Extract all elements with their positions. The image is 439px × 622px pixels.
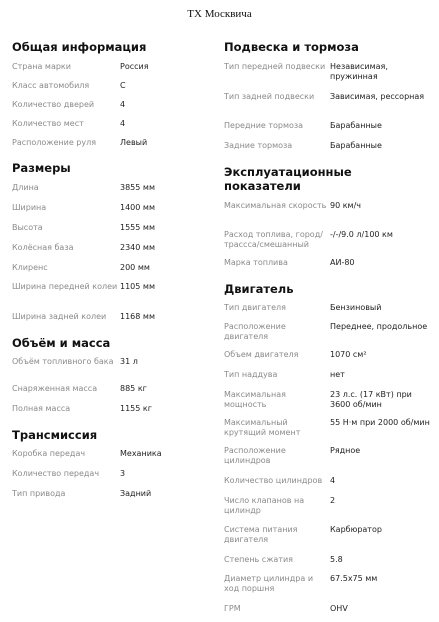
spec-value: 67.5x75 мм — [330, 574, 378, 583]
spec-label: Коробка передач — [12, 449, 86, 458]
spec-label: Расположение двигателя — [224, 322, 286, 341]
spec-row — [12, 282, 212, 312]
spec-value: нет — [330, 370, 345, 379]
spec-row — [224, 92, 430, 121]
section-general — [12, 40, 212, 157]
spec-value: Зависимая, рессорная — [330, 92, 425, 101]
spec-row — [12, 243, 212, 263]
spec-row — [224, 230, 430, 258]
spec-value: 200 мм — [120, 263, 150, 272]
spec-value: -/-/9.0 л/100 км — [330, 230, 393, 239]
spec-row — [12, 203, 212, 223]
spec-row — [12, 449, 212, 469]
spec-label: Тип передней подвески — [224, 62, 326, 71]
spec-row — [224, 62, 430, 92]
spec-value: 1400 мм — [120, 203, 155, 212]
spec-label: Количество дверей — [12, 100, 95, 109]
spec-label: Ширина задней колеи — [12, 312, 107, 321]
spec-label: Количество мест — [12, 119, 84, 128]
spec-row — [12, 357, 212, 384]
spec-label: Тип привода — [12, 489, 66, 498]
spec-row — [12, 312, 212, 331]
spec-row — [224, 141, 430, 160]
spec-value: 1070 см² — [330, 350, 367, 359]
section-engine — [224, 282, 430, 618]
spec-label: Клиренс — [12, 263, 48, 272]
spec-label: Количество цилиндров — [224, 476, 323, 485]
section-title: Эксплуатационные показатели — [224, 165, 352, 193]
spec-label: Снаряженная масса — [12, 384, 98, 393]
section-title: Подвеска и тормоза — [224, 40, 359, 54]
spec-row — [224, 121, 430, 141]
spec-value: 90 км/ч — [330, 201, 362, 210]
spec-value: Барабанные — [330, 141, 382, 150]
spec-value: 4 — [330, 476, 336, 485]
spec-row — [224, 446, 430, 476]
spec-row — [224, 201, 430, 230]
spec-row — [12, 119, 212, 138]
spec-label: Марка топлива — [224, 258, 288, 267]
spec-label: Максимальная скорость — [224, 201, 327, 210]
spec-value: 2 — [330, 496, 336, 505]
spec-label: Полная масса — [12, 404, 71, 413]
spec-value: Барабанные — [330, 121, 382, 130]
right-column — [224, 36, 430, 618]
spec-value: АИ-80 — [330, 258, 355, 267]
section-transmission — [12, 428, 212, 508]
spec-value: 4 — [120, 100, 126, 109]
spec-label: Расход топлива, город/трассса/смешанный — [224, 230, 323, 249]
spec-row — [224, 370, 430, 390]
section-title: Объём и масса — [12, 336, 111, 350]
spec-row — [12, 489, 212, 508]
spec-row — [224, 476, 430, 496]
spec-value: 55 Н·м при 2000 об/мин — [330, 418, 430, 427]
section-title: Общая информация — [12, 40, 147, 54]
spec-value: 5.8 — [330, 555, 343, 564]
spec-row — [224, 322, 430, 350]
spec-label: ГРМ — [224, 604, 241, 613]
spec-label: Максимальная мощность — [224, 390, 286, 409]
spec-value: OHV — [330, 604, 348, 613]
spec-row — [224, 604, 430, 618]
spec-value: 1155 кг — [120, 404, 152, 413]
section-dimensions — [12, 161, 212, 331]
spec-value: Бензиновый — [330, 303, 382, 312]
spec-row — [12, 263, 212, 282]
spec-row — [224, 496, 430, 525]
section-suspension-brakes — [224, 40, 430, 160]
spec-value: Рядное — [330, 446, 361, 455]
page-title: ТХ Москвича — [187, 8, 252, 20]
spec-value: 1555 мм — [120, 223, 155, 232]
spec-label: Количество передач — [12, 469, 100, 478]
spec-value: 2340 мм — [120, 243, 155, 252]
spec-row — [224, 574, 430, 604]
spec-label: Высота — [12, 223, 43, 232]
spec-row — [12, 81, 212, 100]
spec-value: Задний — [120, 489, 152, 498]
spec-value: 1105 мм — [120, 282, 155, 291]
spec-label: Расположение цилиндров — [224, 446, 286, 465]
spec-row — [12, 404, 212, 423]
spec-label: Колёсная база — [12, 243, 74, 252]
spec-row — [12, 223, 212, 243]
spec-row — [224, 258, 430, 277]
spec-row — [224, 390, 430, 418]
spec-value: 1168 мм — [120, 312, 155, 321]
spec-row — [12, 384, 212, 404]
spec-label: Тип наддува — [224, 370, 278, 379]
spec-value: 3 — [120, 469, 126, 478]
spec-label: Длина — [12, 183, 39, 192]
spec-label: Объём топливного бака — [12, 357, 114, 366]
left-column — [12, 36, 212, 508]
spec-value: Карбюратор — [330, 525, 382, 534]
spec-value: 885 кг — [120, 384, 147, 393]
section-title: Трансмиссия — [12, 428, 98, 442]
spec-row — [224, 350, 430, 370]
section-performance — [224, 165, 430, 277]
spec-label: Тип задней подвески — [224, 92, 315, 101]
spec-row — [12, 183, 212, 203]
spec-value: 3855 мм — [120, 183, 155, 192]
spec-row — [224, 303, 430, 322]
section-volume-mass — [12, 336, 212, 423]
spec-value: C — [120, 81, 126, 90]
spec-value: Механика — [120, 449, 162, 458]
spec-row — [12, 100, 212, 119]
spec-row — [12, 138, 212, 157]
spec-label: Система питания двигателя — [224, 525, 298, 544]
spec-label: Расположение руля — [12, 138, 97, 147]
spec-row — [12, 62, 212, 81]
spec-row — [12, 469, 212, 489]
spec-value: 23 л.с. (17 кВт) при 3600 об/мин — [330, 390, 412, 409]
spec-label: Диаметр цилиндра и ход поршня — [224, 574, 314, 593]
spec-label: Степень сжатия — [224, 555, 293, 564]
spec-value: Независимая, пружинная — [330, 62, 388, 81]
spec-row — [224, 525, 430, 555]
spec-label: Число клапанов на цилиндр — [224, 496, 305, 515]
spec-label: Ширина передней колеи — [12, 282, 118, 291]
spec-label: Класс автомобиля — [12, 81, 90, 90]
spec-label: Объем двигателя — [224, 350, 299, 359]
spec-row — [224, 418, 430, 446]
spec-value: Россия — [120, 62, 149, 71]
section-title: Двигатель — [224, 282, 294, 296]
spec-value: Левый — [120, 138, 148, 147]
spec-label: Передние тормоза — [224, 121, 304, 130]
spec-label: Задние тормоза — [224, 141, 293, 150]
spec-label: Ширина — [12, 203, 47, 212]
spec-label: Тип двигателя — [224, 303, 286, 312]
spec-label: Страна марки — [12, 62, 71, 71]
spec-value: 31 л — [120, 357, 138, 366]
spec-value: 4 — [120, 119, 126, 128]
spec-value: Переднее, продольное — [330, 322, 428, 331]
spec-row — [224, 555, 430, 574]
spec-label: Максимальный крутящий момент — [224, 418, 301, 437]
section-title: Размеры — [12, 161, 71, 175]
